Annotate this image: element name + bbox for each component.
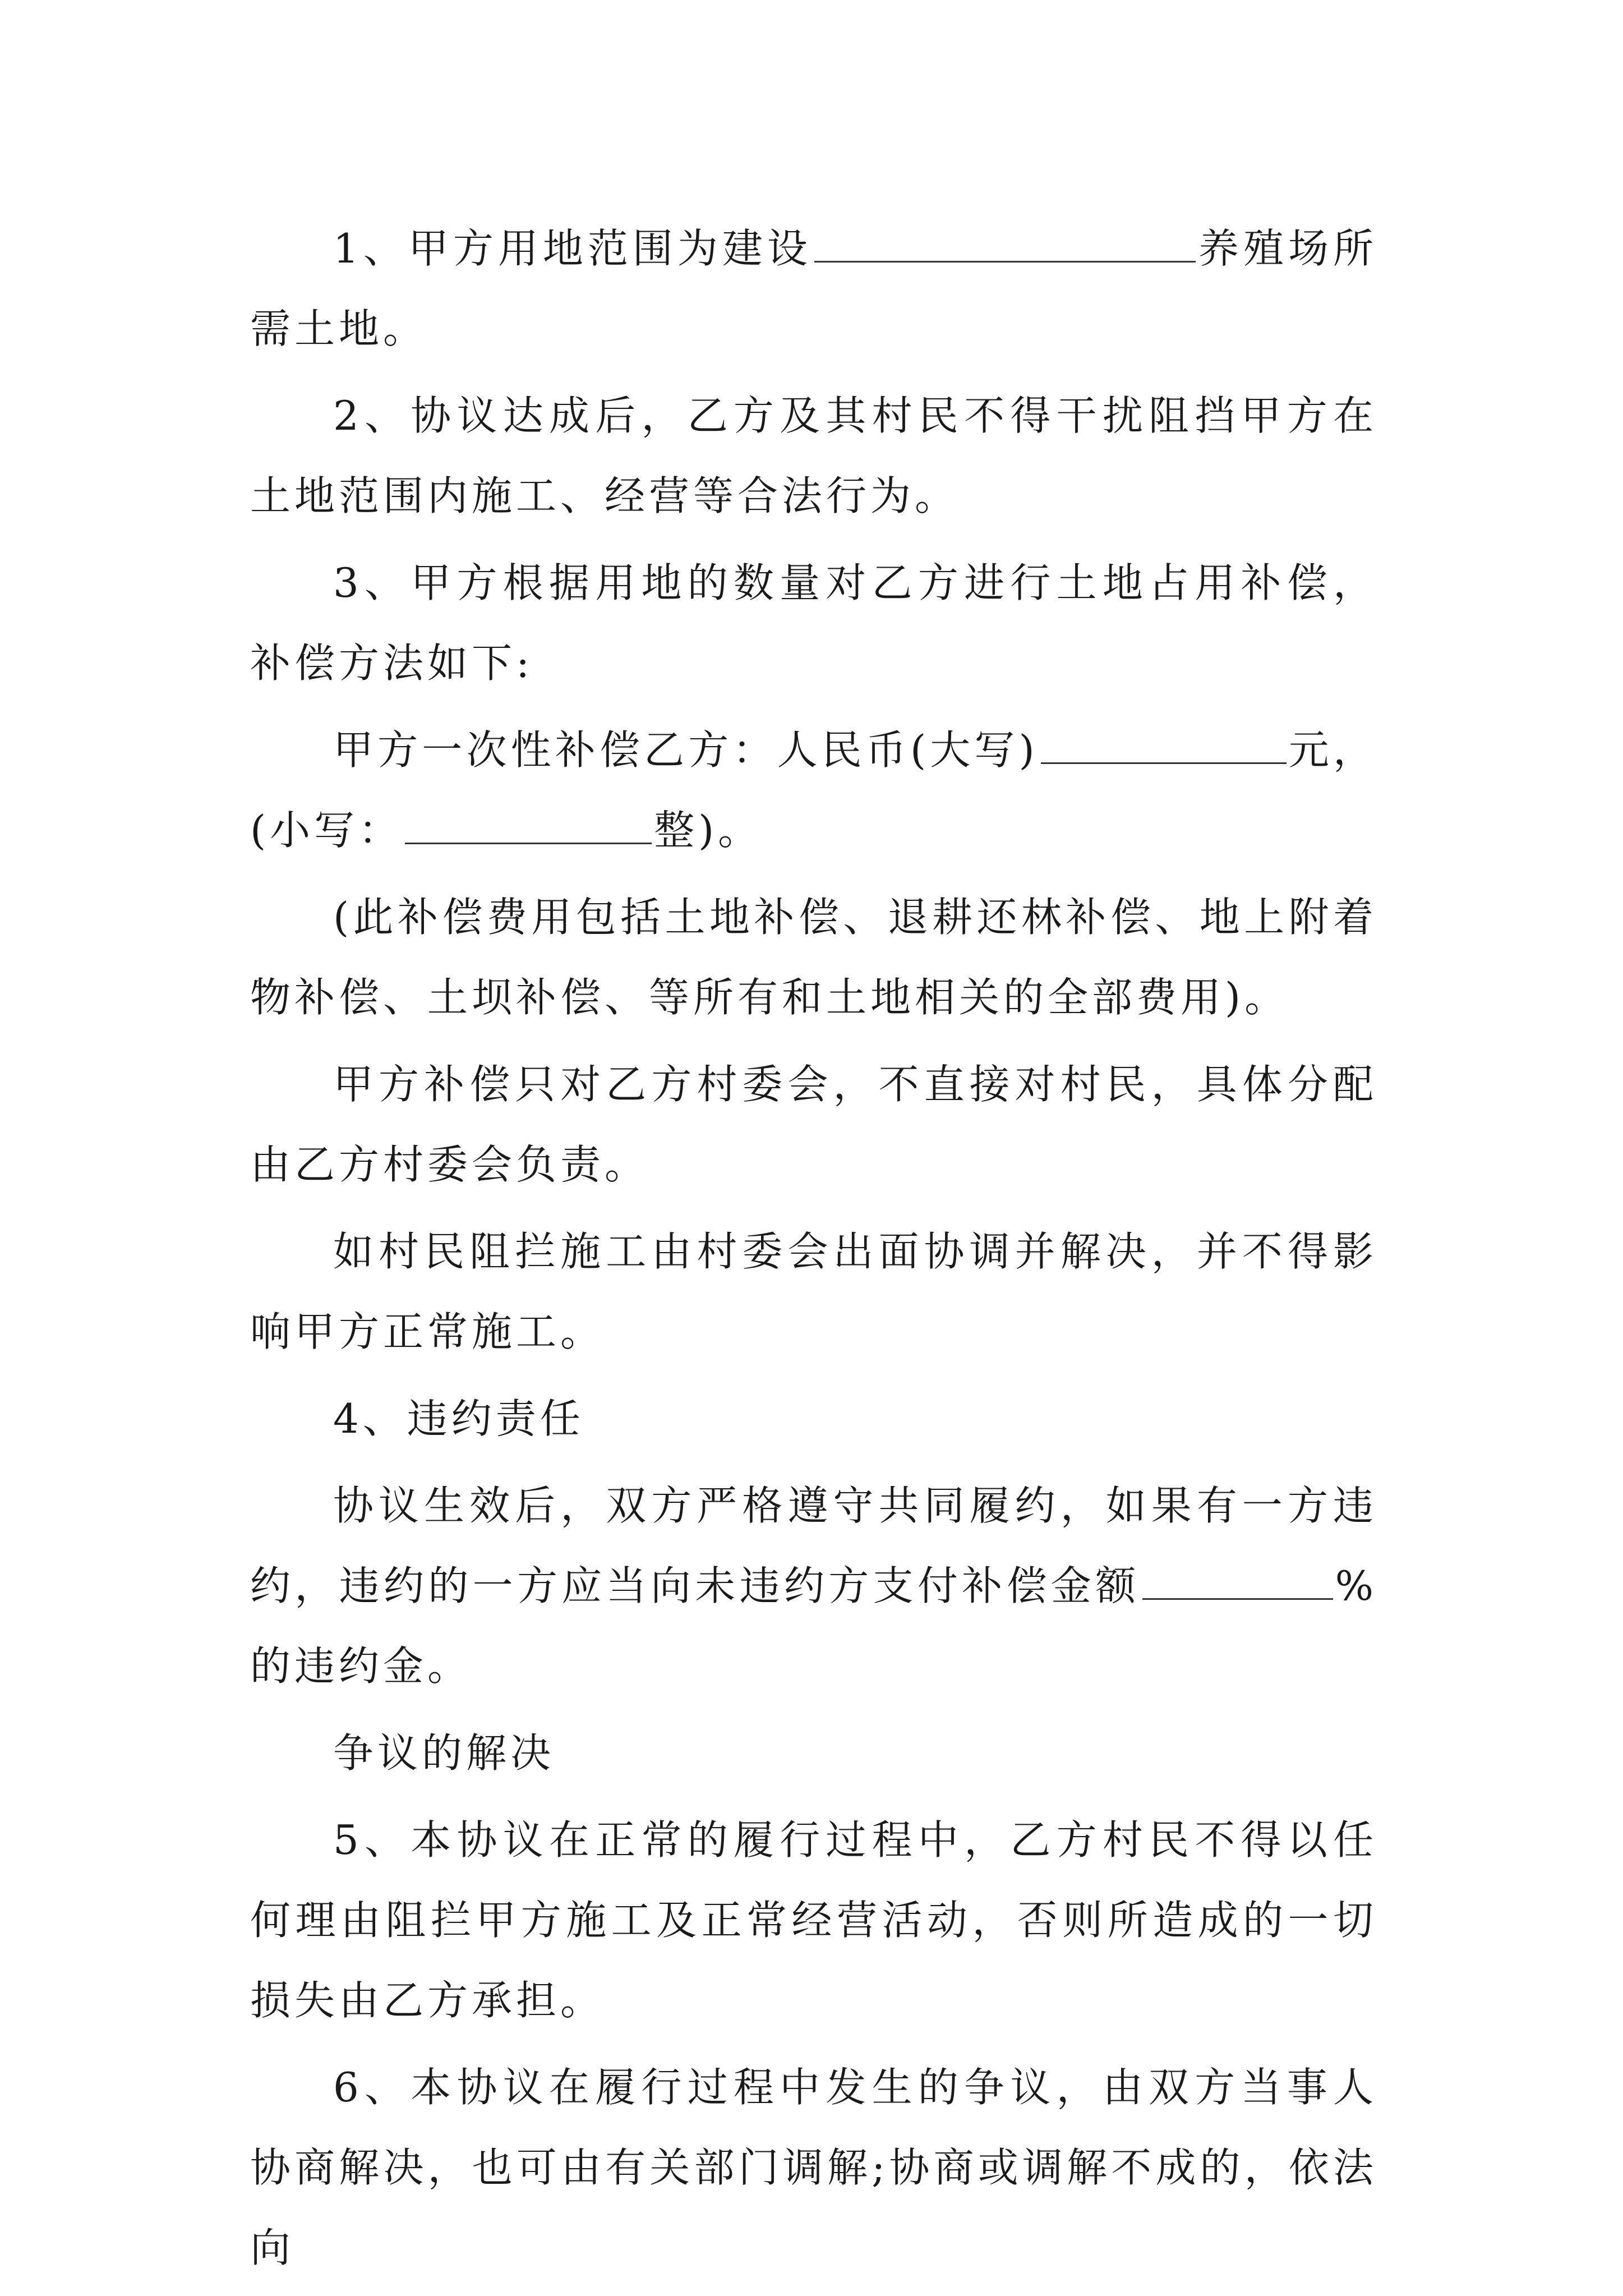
dispute-heading: 争议的解决 [333,1729,555,1777]
clause-6: 6、本协议在履行过程中发生的争议，由双方当事人协商解决，也可由有关部门调解;协商或调解不成的，依法向 [250,2064,1377,2271]
amount-text-after: 整)。 [654,807,763,854]
penalty-percent-blank [1142,1563,1333,1600]
amount-text-before: 甲方一次性补偿乙方：人民币(大写) [333,726,1039,774]
compensation-scope: (此补偿费用包括土地补偿、退耕还林补偿、地上附着物补偿、土坝补偿、等所有和土地相关的全部费用)。 [250,894,1377,1021]
clause-1-text-before: 1、甲方用地范围为建设 [333,225,812,272]
obstruction-handling: 如村民阻拦施工由村委会出面协调并解决，并不得影响甲方正常施工。 [250,1228,1377,1355]
clause-1 [250,209,1377,369]
clause-4-heading: 4、违约责任 [333,1395,584,1442]
clause-5: 5、本协议在正常的履行过程中，乙方村民不得以任何理由阻拦甲方施工及正常经营活动，否则所造成的一切损失由乙方承担。 [250,1816,1377,2024]
project-name-blank [814,226,1196,263]
amount-uppercase-blank [1041,728,1287,764]
clause-2: 2、协议达成后，乙方及其村民不得干扰阻挡甲方在土地范围内施工、经营等合法行为。 [250,392,1377,519]
amount-lowercase-blank [405,808,652,844]
clause-1-text-after: 养殖场所需土地。 [250,225,1377,352]
clause-3: 3、甲方根据用地的数量对乙方进行土地占用补偿，补偿方法如下: [250,559,1377,687]
breach-liability [250,1466,1377,1706]
amount-text-middle: 元，(小写： [250,726,1377,854]
breach-text-before: 协议生效后，双方严格遵守共同履约，如果有一方违约，违约的一方应当向未违约方支付补偿金额 [250,1482,1377,1609]
compensation-amount [250,710,1377,871]
document-body [250,209,1377,2288]
compensation-recipient: 甲方补偿只对乙方村委会，不直接对村民，具体分配由乙方村委会负责。 [250,1061,1377,1188]
breach-text-after: %的违约金。 [250,1562,1377,1690]
